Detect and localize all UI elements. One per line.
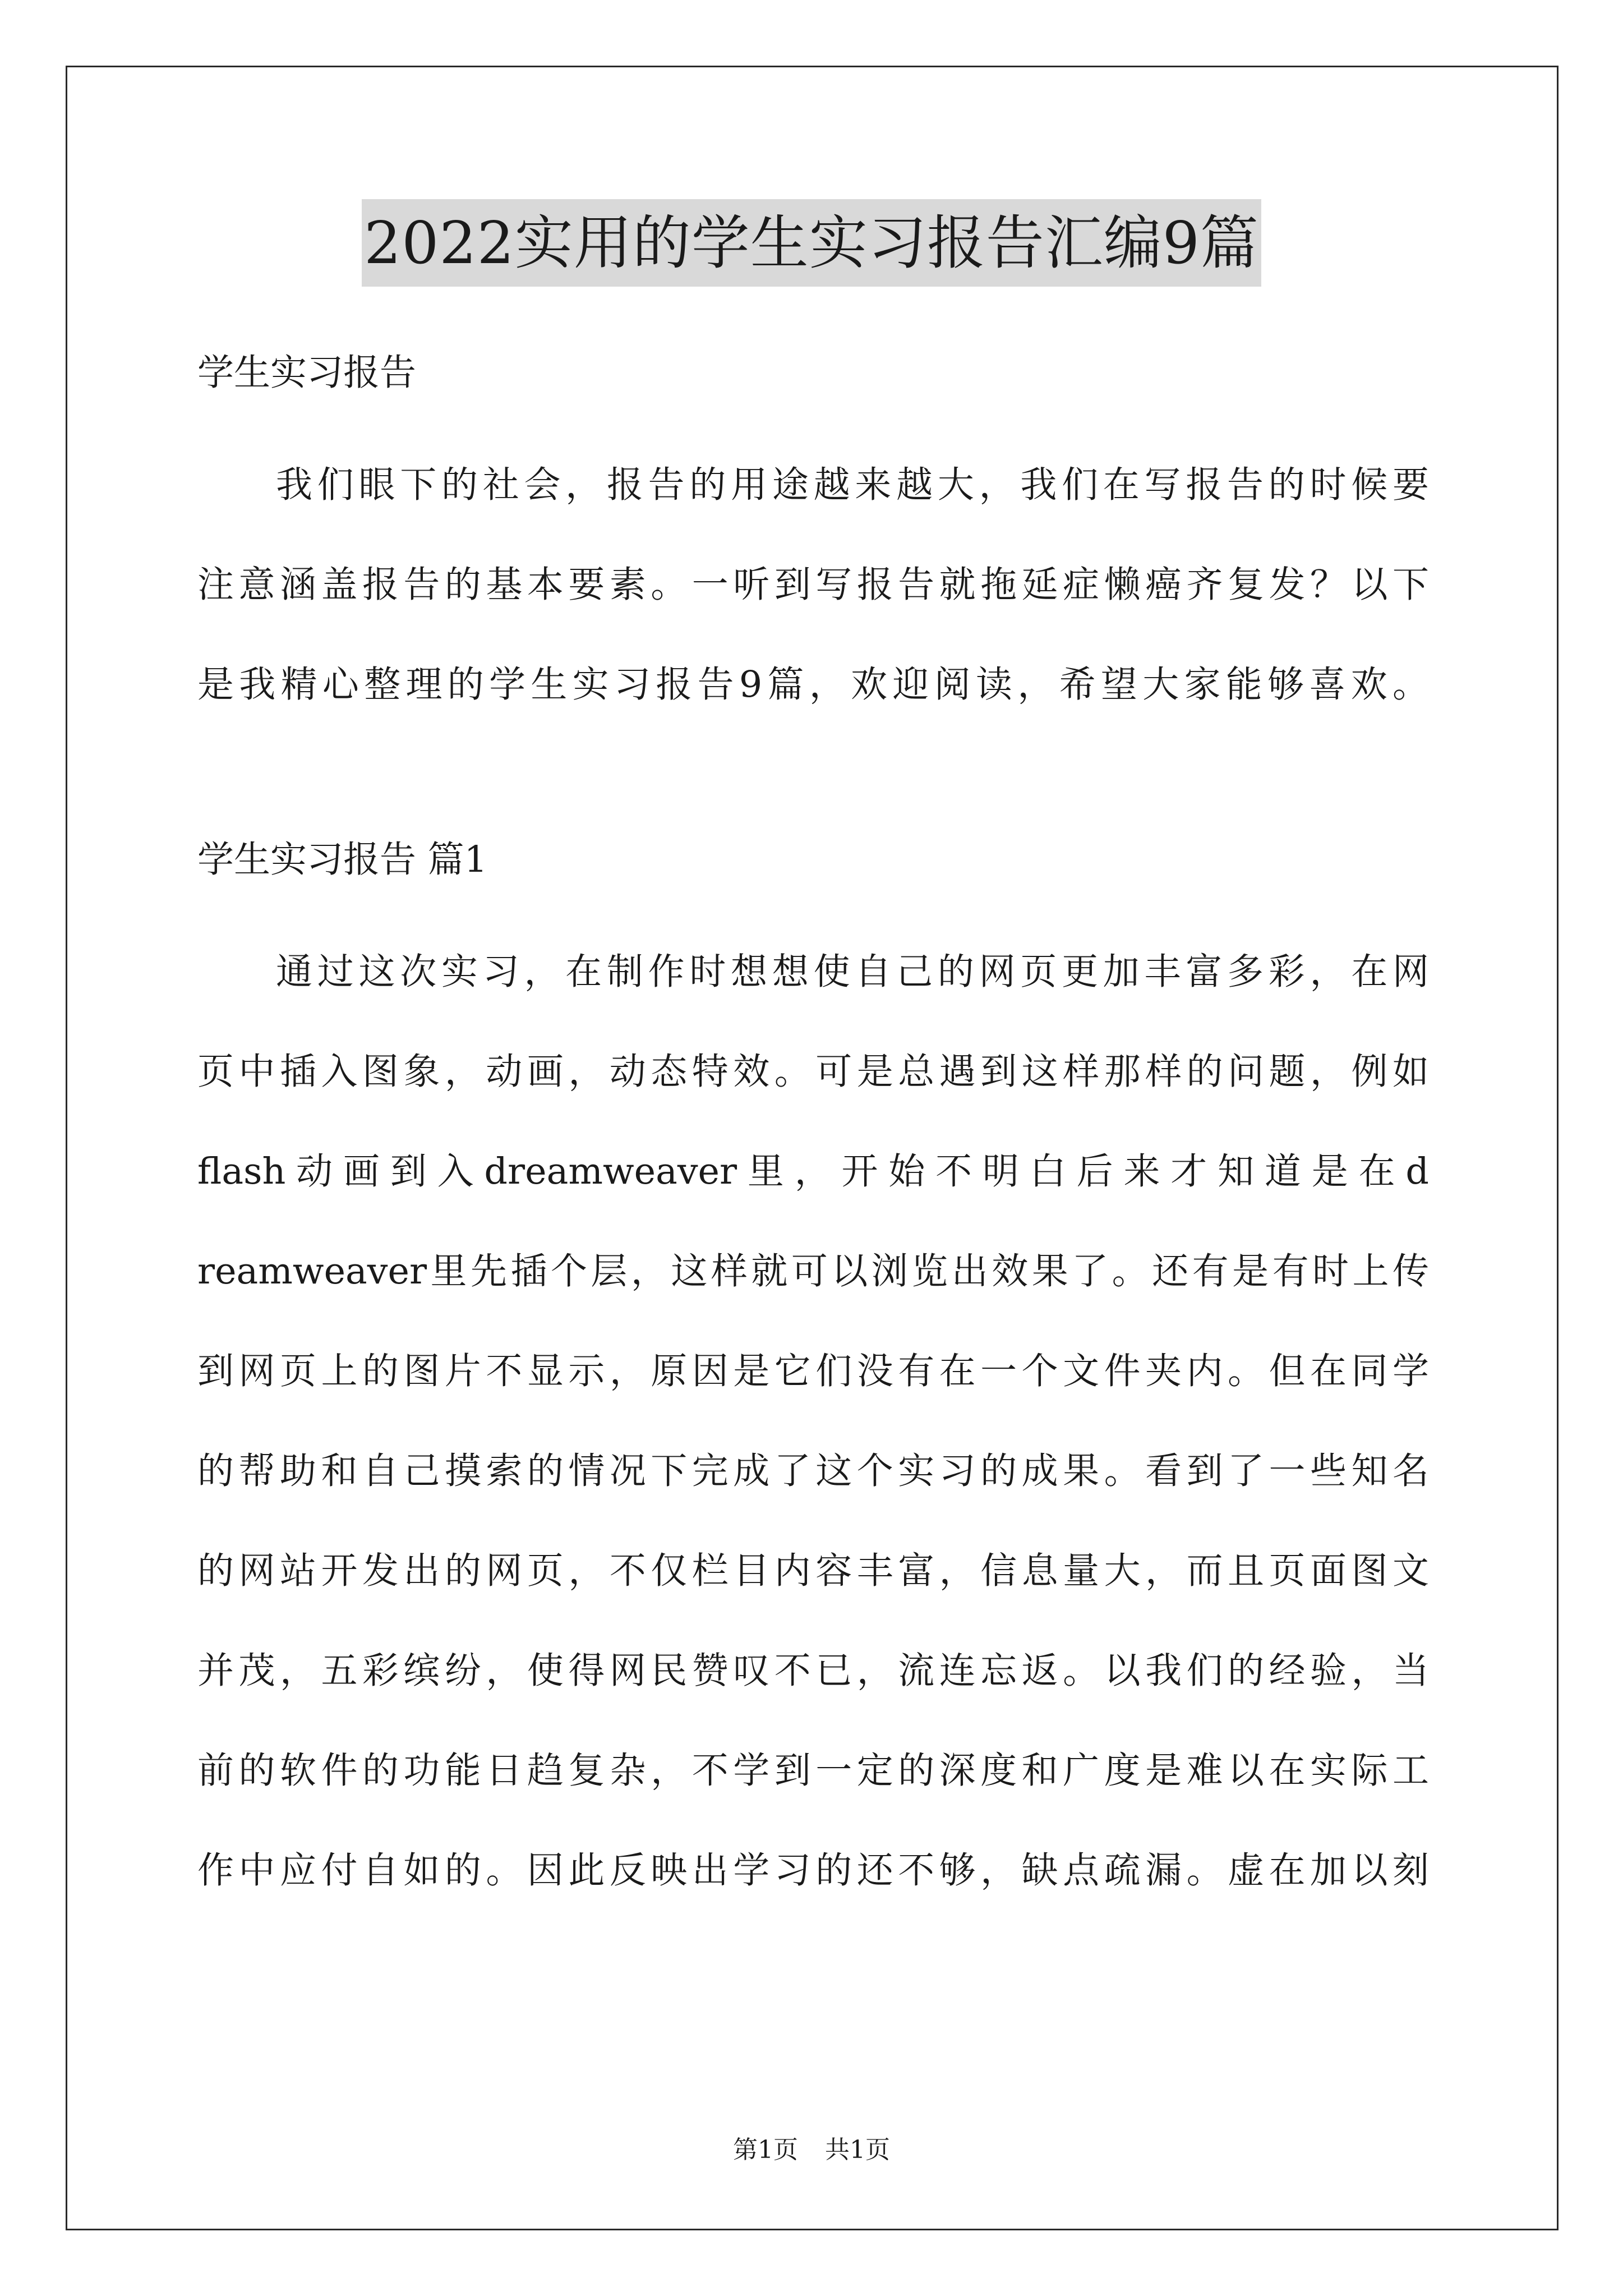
body-line: reamweaver里先插个层，这样就可以浏览出效果了。还有是有时上传 — [197, 1250, 1429, 1292]
part1-paragraph — [197, 947, 1429, 1896]
part1-heading: 学生实习报告 篇1 — [197, 839, 488, 881]
intro-line: 我们眼下的社会，报告的用途越来越大，我们在写报告的时候要 — [276, 464, 1429, 506]
body-line: 通过这次实习，在制作时想想使自己的网页更加丰富多彩，在网 — [276, 951, 1429, 993]
body-line: 的网站开发出的网页，不仅栏目内容丰富，信息量大，而且页面图文 — [197, 1550, 1429, 1592]
page-total: 共1页 — [825, 2136, 890, 2164]
intro-line: 是我精心整理的学生实习报告9篇，欢迎阅读，希望大家能够喜欢。 — [197, 664, 1429, 706]
document-title: 2022实用的学生实习报告汇编9篇 — [362, 199, 1261, 287]
page-footer — [0, 2134, 1623, 2166]
page-number: 第1页 — [733, 2136, 798, 2164]
body-line: 到网页上的图片不显示，原因是它们没有在一个文件夹内。但在同学 — [197, 1350, 1429, 1392]
body-line: flash动画到入dreamweaver里，开始不明白后来才知道是在d — [197, 1151, 1429, 1193]
title-container — [0, 199, 1623, 287]
body-line: 页中插入图象，动画，动态特效。可是总遇到这样那样的问题，例如 — [197, 1051, 1429, 1093]
section-heading: 学生实习报告 — [197, 352, 417, 394]
document-body — [197, 314, 1429, 1896]
intro-paragraph — [197, 460, 1429, 710]
intro-line: 注意涵盖报告的基本要素。一听到写报告就拖延症懒癌齐复发？以下 — [197, 564, 1429, 606]
body-line: 并茂，五彩缤纷，使得网民赞叹不已，流连忘返。以我们的经验，当 — [197, 1650, 1429, 1692]
body-line: 的帮助和自己摸索的情况下完成了这个实习的成果。看到了一些知名 — [197, 1450, 1429, 1492]
body-line: 前的软件的功能日趋复杂，不学到一定的深度和广度是难以在实际工 — [197, 1750, 1429, 1792]
body-line: 作中应付自如的。因此反映出学习的还不够，缺点疏漏。虚在加以刻 — [197, 1849, 1429, 1892]
